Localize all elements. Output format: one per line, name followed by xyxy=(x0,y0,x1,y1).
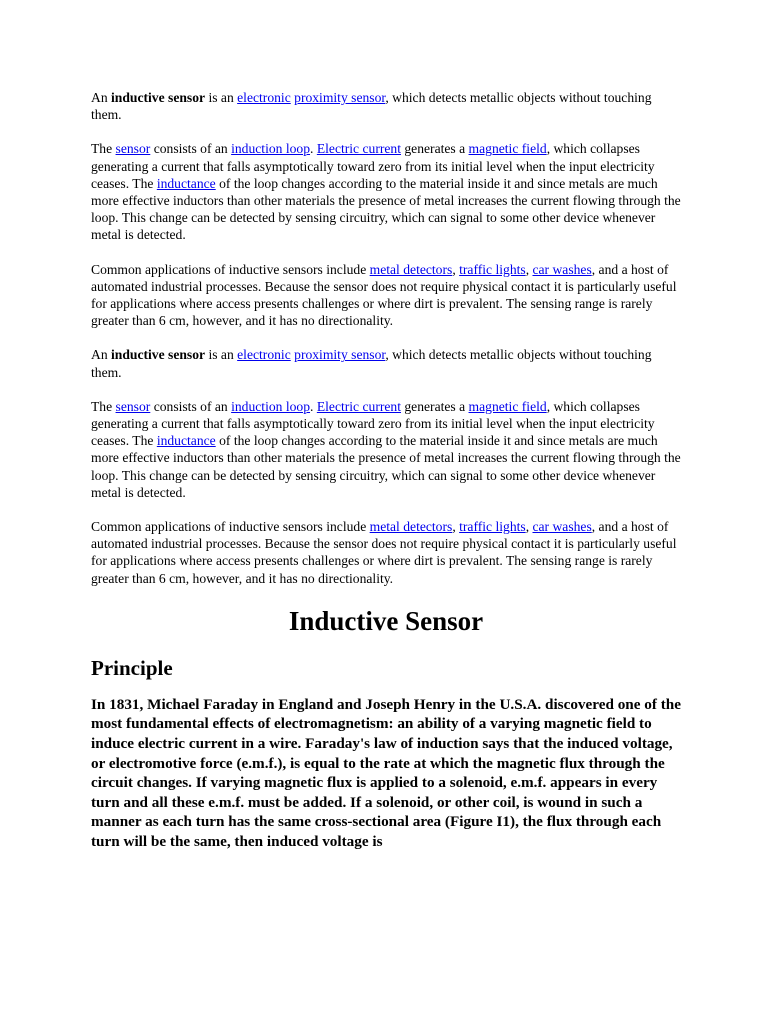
description-text: generates a xyxy=(400,141,469,157)
intro-paragraph xyxy=(91,89,681,123)
induction-loop-link[interactable]: induction loop xyxy=(231,141,311,157)
applications-text: , and a host of automated industrial processes. Because the sensor does not require physical contact it is particularly useful for applications where access presents challenges or where dirt is prevalent. The sensing range is rarely greater than 6 cm, however, and it has no directionality. xyxy=(91,519,677,586)
description-text: of the loop changes according to the material inside it and since metals are much more effective inductors than other materials the presence of metal increases the current flowing through the loop. This change can be detected by sensing circuitry, which can signal to some other device whenever metal is detected. xyxy=(91,433,681,500)
electronic-link[interactable]: electronic xyxy=(237,90,291,105)
sensor-link[interactable]: sensor xyxy=(115,398,151,414)
inductive-sensor-term: inductive sensor xyxy=(111,347,206,363)
section-heading-principle: Principle xyxy=(91,655,173,680)
applications-text: Common applications of inductive sensors include xyxy=(91,519,370,535)
electric-current-link[interactable]: Electric current xyxy=(316,141,401,157)
induction-loop-link[interactable]: induction loop xyxy=(231,398,311,414)
applications-text: Common applications of inductive sensors include xyxy=(91,261,370,277)
metal-detectors-link[interactable]: metal detectors xyxy=(369,261,453,277)
intro-text: An xyxy=(91,90,112,105)
magnetic-field-link[interactable]: magnetic field xyxy=(468,141,547,157)
sensor-description-paragraph xyxy=(91,140,681,243)
intro-text: is an xyxy=(205,347,238,363)
intro-text: , which detects metallic objects without touching them. xyxy=(91,347,652,380)
inductance-link[interactable]: inductance xyxy=(156,433,216,449)
traffic-lights-link[interactable]: traffic lights xyxy=(459,261,526,277)
car-washes-link[interactable]: car washes xyxy=(532,519,592,535)
sensor-link[interactable]: sensor xyxy=(115,141,151,157)
document-page xyxy=(91,89,681,852)
principle-body-paragraph: In 1831, Michael Faraday in England and Joseph Henry in the U.S.A. discovered one of the most fundamental effects of electromagnetism: an ability of a varying magnetic field to induce electric current in a wire. Faraday's law of induction says that the induced voltage, or electromotive force (e.m.f.), is equal to the rate at which the magnetic flux through the circuit changes. If varying magnetic flux is applied to a solenoid, e.m.f. appears in every turn and all these e.m.f. must be added. If a solenoid, or other coil, is wound in such a manner as each turn has the same cross-sectional area (Figure I1), the flux through each turn will be the same, then induced voltage is xyxy=(91,695,681,851)
description-text: consists of an xyxy=(150,398,232,414)
description-text: of the loop changes according to the material inside it and since metals are much more effective inductors than other materials the presence of metal increases the current flowing through the loop. This change can be detected by sensing circuitry, which can signal to some other device whenever metal is detected. xyxy=(91,175,681,243)
metal-detectors-link[interactable]: metal detectors xyxy=(369,519,453,535)
applications-text: , xyxy=(525,519,533,535)
description-text: , which collapses generating a current that falls asymptotically toward zero from its initial level when the input electricity ceases. The xyxy=(91,398,655,449)
inductive-sensor-term: inductive sensor xyxy=(111,90,206,105)
applications-text: , xyxy=(525,261,533,277)
car-washes-link[interactable]: car washes xyxy=(532,261,592,277)
description-text: . xyxy=(310,398,317,414)
intro-text: , which detects metallic objects without touching them. xyxy=(91,90,652,123)
applications-text: , xyxy=(452,519,460,535)
applications-text: , xyxy=(452,261,460,277)
description-text: The xyxy=(91,398,116,414)
electronic-link[interactable]: electronic xyxy=(237,347,291,363)
intro-paragraph xyxy=(91,346,681,380)
proximity-sensor-link[interactable]: proximity sensor xyxy=(294,90,386,105)
inductance-link[interactable]: inductance xyxy=(156,175,216,191)
sensor-description-paragraph xyxy=(91,398,681,501)
traffic-lights-link[interactable]: traffic lights xyxy=(459,519,526,535)
description-text: . xyxy=(310,141,317,157)
description-text: The xyxy=(91,141,116,157)
applications-paragraph xyxy=(91,518,681,587)
applications-paragraph xyxy=(91,261,681,330)
proximity-sensor-link[interactable]: proximity sensor xyxy=(294,347,386,363)
description-text: generates a xyxy=(400,398,469,414)
description-text: consists of an xyxy=(150,141,232,157)
description-text: , which collapses generating a current that falls asymptotically toward zero from its initial level when the input electricity ceases. The xyxy=(91,141,655,191)
page-title: Inductive Sensor xyxy=(288,605,484,636)
electric-current-link[interactable]: Electric current xyxy=(316,398,401,414)
intro-text: is an xyxy=(205,90,238,105)
intro-text: An xyxy=(91,347,112,363)
magnetic-field-link[interactable]: magnetic field xyxy=(468,398,547,414)
applications-text: , and a host of automated industrial processes. Because the sensor does not require physical contact it is particularly useful for applications where access presents challenges or where dirt is prevalent. The sensing range is rarely greater than 6 cm, however, and it has no directionality. xyxy=(91,261,677,329)
